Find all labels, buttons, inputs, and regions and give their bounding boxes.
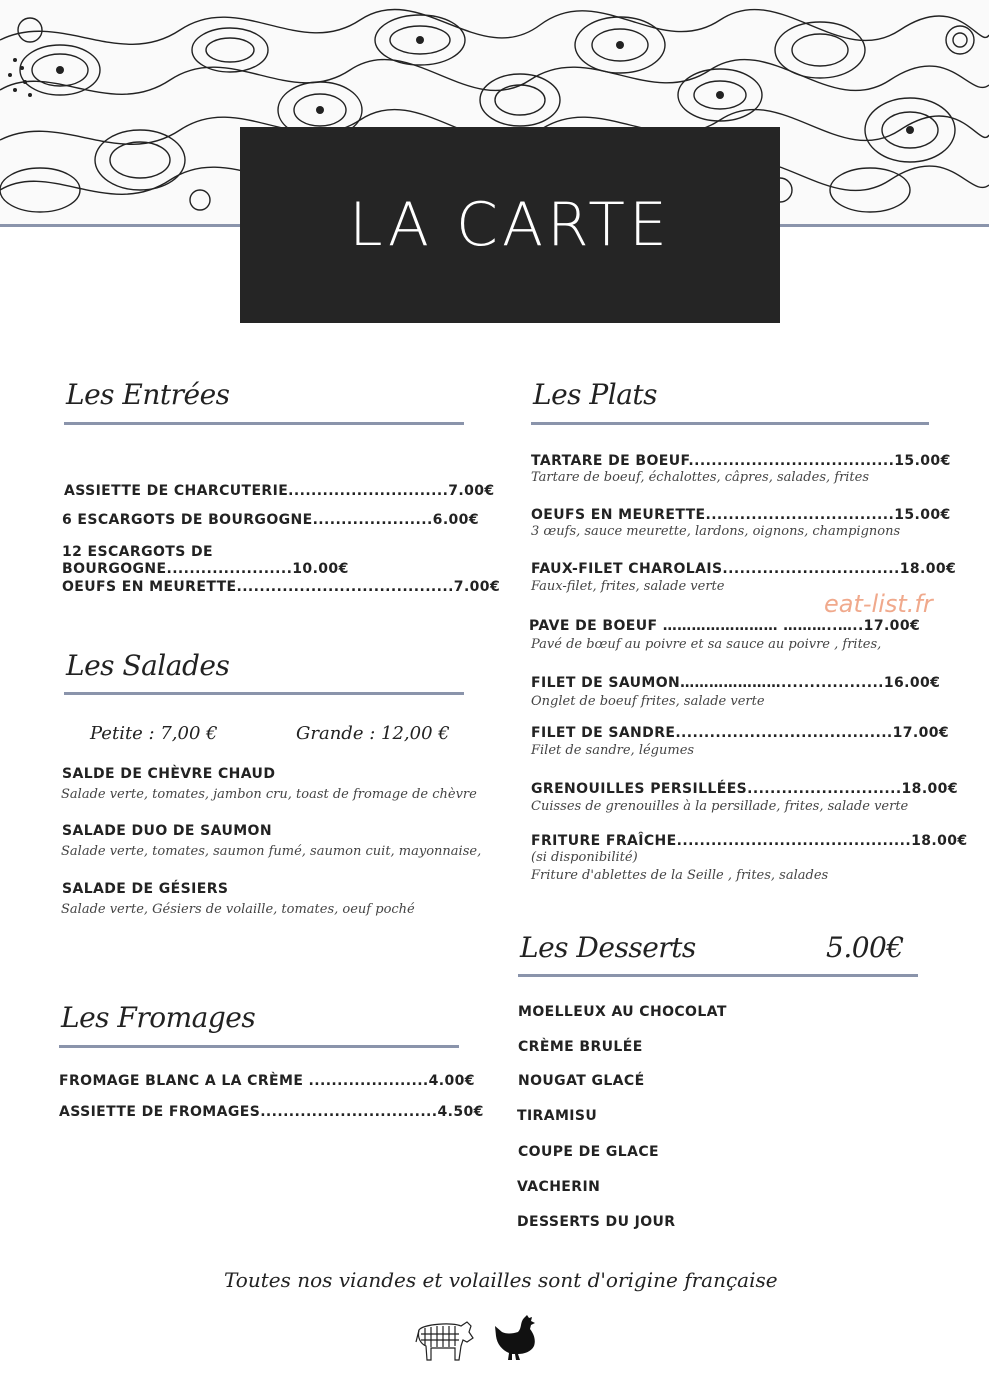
dish-desc: Tartare de boeuf, échalottes, câpres, salades, frites bbox=[531, 470, 870, 485]
menu-item: 6 ESCARGOTS DE BOURGOGNE.....................6.00€ bbox=[62, 512, 479, 528]
fromages-divider bbox=[59, 1045, 459, 1048]
menu-item: ASSIETTE DE CHARCUTERIE............................7.00€ bbox=[64, 483, 495, 499]
dish-desc: Onglet de boeuf frites, salade verte bbox=[531, 694, 765, 709]
dessert-item: COUPE DE GLACE bbox=[518, 1144, 659, 1160]
dish-name: FILET DE SAUMON…………………..................16.00€ bbox=[531, 675, 941, 691]
dish-desc: Filet de sandre, légumes bbox=[531, 743, 695, 758]
salad-desc: Salade verte, Gésiers de volaille, tomates, oeuf poché bbox=[61, 902, 415, 917]
dish-name: FRITURE FRAÎCHE.........................................18.00€ bbox=[531, 833, 968, 849]
dish-desc: (si disponibilité) bbox=[531, 850, 638, 865]
footer-note: Toutes nos viandes et volailles sont d'origine française bbox=[224, 1268, 778, 1292]
dessert-item: DESSERTS DU JOUR bbox=[517, 1214, 676, 1230]
dish-name: GRENOUILLES PERSILLÉES...........................18.00€ bbox=[531, 781, 958, 797]
plats-divider bbox=[531, 422, 929, 425]
dish-desc: Friture d'ablettes de la Seille , frites, salades bbox=[531, 868, 829, 883]
heading-desserts: Les Desserts bbox=[520, 931, 696, 964]
dessert-item: MOELLEUX AU CHOCOLAT bbox=[518, 1004, 727, 1020]
dessert-item: VACHERIN bbox=[517, 1179, 601, 1195]
dish-name: TARTARE DE BOEUF....................................15.00€ bbox=[531, 453, 951, 469]
chicken-icon bbox=[494, 1314, 538, 1362]
watermark: eat-list.fr bbox=[824, 590, 933, 618]
salad-name: SALADE DE GÉSIERS bbox=[62, 881, 229, 897]
price-grande: Grande : 12,00 € bbox=[296, 723, 450, 744]
salades-divider bbox=[64, 692, 464, 695]
heading-plats: Les Plats bbox=[533, 378, 658, 411]
dish-desc: Faux-filet, frites, salade verte bbox=[531, 579, 725, 594]
dessert-item: CRÈME BRULÉE bbox=[518, 1039, 643, 1055]
salad-desc: Salade verte, tomates, saumon fumé, saumon cuit, mayonnaise, bbox=[61, 844, 482, 859]
heading-salades: Les Salades bbox=[66, 649, 230, 682]
entrees-divider bbox=[64, 422, 464, 425]
dish-desc: 3 œufs, sauce meurette, lardons, oignons, champignons bbox=[531, 524, 901, 539]
dish-desc: Pavé de bœuf au poivre et sa sauce au poivre , frites, bbox=[531, 637, 882, 652]
dish-name: FAUX-FILET CHAROLAIS...............................18.00€ bbox=[531, 561, 957, 577]
heading-entrees: Les Entrées bbox=[66, 378, 230, 411]
menu-item: 12 ESCARGOTS DE bbox=[62, 544, 213, 560]
dish-desc: Cuisses de grenouilles à la persillade, frites, salade verte bbox=[531, 799, 909, 814]
cow-icon bbox=[413, 1316, 477, 1364]
dish-name: FILET DE SANDRE......................................17.00€ bbox=[531, 725, 950, 741]
dessert-item: TIRAMISU bbox=[517, 1108, 598, 1124]
page-title: LA CARTE bbox=[349, 190, 671, 260]
menu-item: OEUFS EN MEURETTE......................................7.00€ bbox=[62, 579, 501, 595]
salad-name: SALADE DUO DE SAUMON bbox=[62, 823, 272, 839]
dish-name: PAVE DE BOEUF …………………… ………..…..17.00€ bbox=[529, 618, 921, 634]
price-petite: Petite : 7,00 € bbox=[90, 723, 218, 744]
dessert-item: NOUGAT GLACÉ bbox=[518, 1073, 645, 1089]
dish-name: OEUFS EN MEURETTE.................................15.00€ bbox=[531, 507, 951, 523]
desserts-price: 5.00€ bbox=[826, 931, 904, 964]
menu-item: ASSIETTE DE FROMAGES...............................4.50€ bbox=[59, 1104, 484, 1120]
menu-item: BOURGOGNE......................10.00€ bbox=[62, 561, 349, 577]
menu-item: FROMAGE BLANC A LA CRÈME .....................4.00€ bbox=[59, 1073, 475, 1089]
heading-fromages: Les Fromages bbox=[61, 1001, 256, 1034]
desserts-divider bbox=[518, 974, 918, 977]
salad-name: SALDE DE CHÈVRE CHAUD bbox=[62, 766, 276, 782]
salad-desc: Salade verte, tomates, jambon cru, toast de fromage de chèvre bbox=[61, 787, 477, 802]
